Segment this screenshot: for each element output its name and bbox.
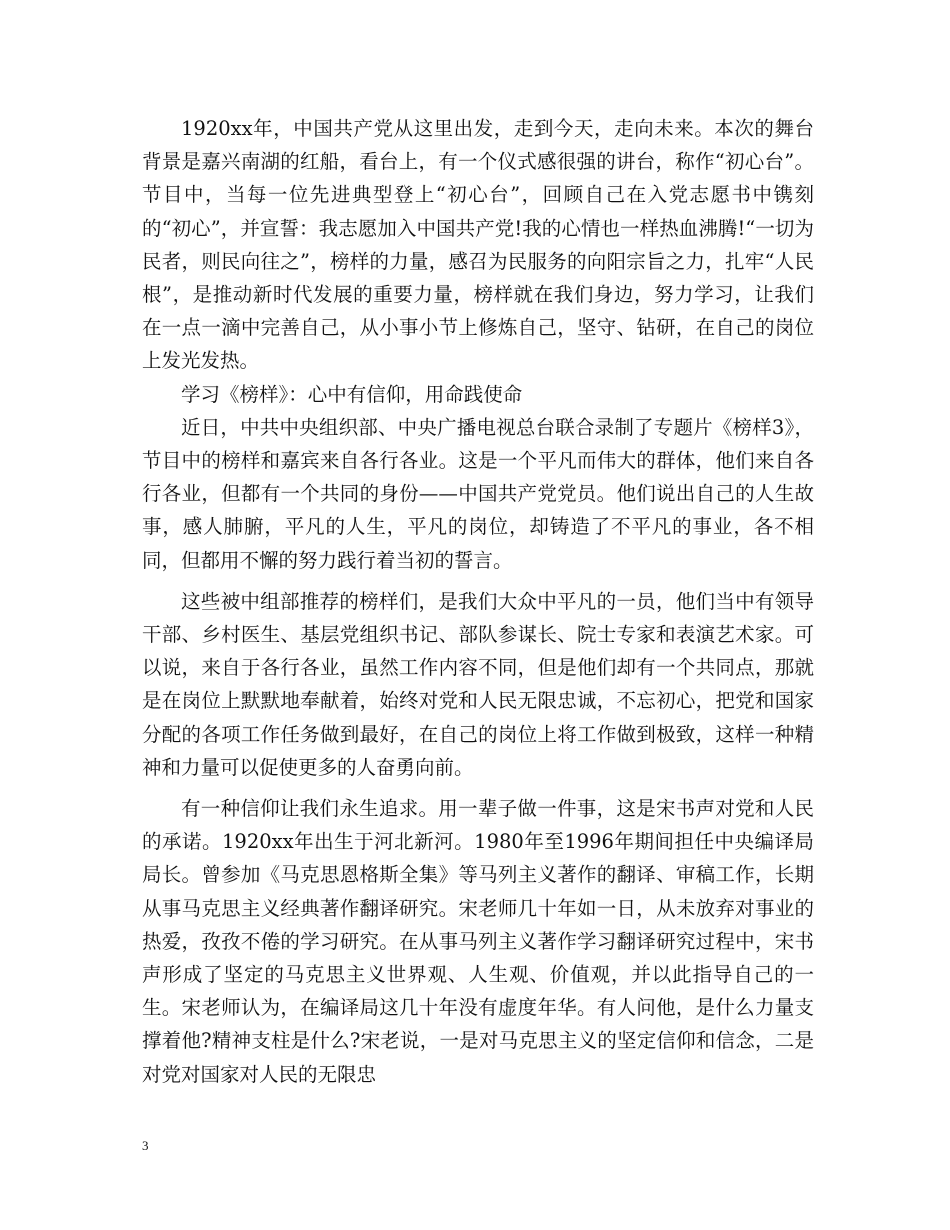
page-number: 3 [142, 1138, 149, 1153]
paragraph-song-shusheng: 有一种信仰让我们永生追求。用一辈子做一件事，这是宋书声对党和人民的承诺。1920xx年出生于河北新河。1980年至1996年期间担任中央编译局局长。曾参加《马克思恩格斯全集》等马列主义著作的翻译、审稿工作，长期从事马克思主义经典著作翻译研究。宋老师几十年如一日，从未放弃对事业的热爱，孜孜不倦的学习研究。在从事马列主义著作学习翻译研究过程中，宋书声形成了坚定的马克思主义世界观、人生观、价值观，并以此指导自己的一生。宋老师认为，在编译局这几十年没有虚度年华。有人问他，是什么力量支撑着他?精神支柱是什么?宋老说，一是对马克思主义的坚定信仰和信念，二是对党对国家对人民的无限忠 [142, 797, 814, 1086]
section-heading: 学习《榜样》：心中有信仰，用命践使命 [181, 382, 523, 406]
paragraph-red-boat: 1920xx年，中国共产党从这里出发，走到今天，走向未来。本次的舞台背景是嘉兴南湖的红船，看台上，有一个仪式感很强的讲台，称作“初心台”。节目中，当每一位先进典型登上“初心台”，回顾自己在入党志愿书中镌刻的“初心”，并宣誓：我志愿加入中国共产党!我的心情也一样热血沸腾!“一切为民者，则民向往之”，榜样的力量，感召为民服务的向阳宗旨之力，扎牢“人民根”，是推动新时代发展的重要力量，榜样就在我们身边，努力学习，让我们在一点一滴中完善自己，从小事小节上修炼自己，坚守、钻研，在自己的岗位上发光发热。 [142, 117, 814, 373]
document-body [142, 112, 814, 1091]
paragraph-role-models: 这些被中组部推荐的榜样们，是我们大众中平凡的一员，他们当中有领导干部、乡村医生、基层党组织书记、部队参谋长、院士专家和表演艺术家。可以说，来自于各行各业，虽然工作内容不同，但是他们却有一个共同点，那就是在岗位上默默地奉献着，始终对党和人民无限忠诚，不忘初心，把党和国家分配的各项工作任务做到最好，在自己的岗位上将工作做到极致，这样一种精神和力量可以促使更多的人奋勇向前。 [142, 589, 814, 779]
paragraph-program-intro: 近日，中共中央组织部、中央广播电视总台联合录制了专题片《榜样3》，节目中的榜样和嘉宾来自各行各业。这是一个平凡而伟大的群体，他们来自各行各业，但都有一个共同的身份——中国共产党党员。他们说出自己的人生故事，感人肺腑，平凡的人生，平凡的岗位，却铸造了不平凡的事业，各不相同，但都用不懈的努力践行着当初的誓言。 [142, 415, 814, 572]
